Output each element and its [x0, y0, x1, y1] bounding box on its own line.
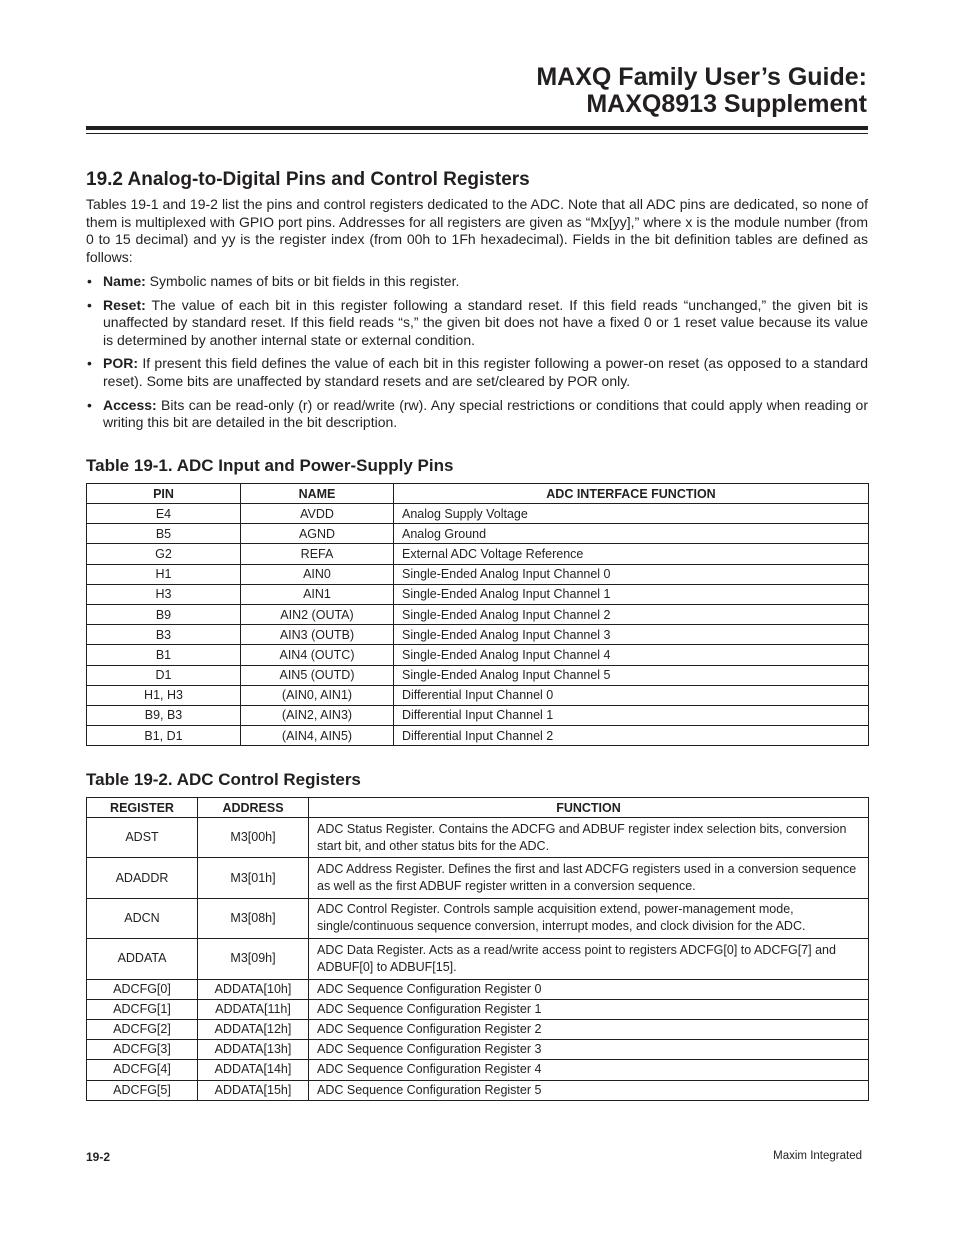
column-header-function: FUNCTION	[309, 798, 869, 818]
header-rule-thin	[86, 133, 868, 134]
bullet-text: The value of each bit in this register following a standard reset. If this field reads “unchanged,” the given bit is unaffected by standard reset. If this field reads “s,” the given bit does not have a fixed 0 or 1 reset value because its value is determined by another internal state or external condition.	[103, 296, 868, 348]
table-cell: ADDATA[12h]	[198, 1019, 309, 1039]
column-header-function: ADC INTERFACE FUNCTION	[394, 484, 869, 504]
table-row	[87, 979, 869, 999]
table-cell: ADST	[87, 818, 198, 858]
table-row	[87, 524, 869, 544]
table-cell: D1	[87, 665, 241, 685]
section-heading: 19.2 Analog-to-Digital Pins and Control Registers	[86, 169, 530, 190]
intro-paragraph: Tables 19-1 and 19-2 list the pins and control registers dedicated to the ADC. Note that all ADC pins are dedicated, so none of them is multiplexed with GPIO port pins. Addresses for all registers are given as “Mx[yy],” where x is the module number (from 0 to 15 decimal) and yy is the register index (from 00h to 1Fh hexadecimal). Fields in the bit definition tables are defined as follows:	[86, 196, 868, 265]
table-row	[87, 1060, 869, 1080]
table-header-row	[87, 484, 869, 504]
adc-pins-table	[86, 483, 869, 746]
table-row	[87, 665, 869, 685]
bullet-term: Name:	[103, 273, 146, 289]
table-row	[87, 858, 869, 898]
bullet-por	[86, 355, 868, 390]
table-row	[87, 564, 869, 584]
table-cell: AIN2 (OUTA)	[241, 604, 394, 624]
bullet-text: Bits can be read-only (r) or read/write (rw). Any special restrictions or conditions that could apply when reading or writing this bit are detailed in the bit description.	[103, 396, 868, 431]
table-cell: ADDATA	[87, 939, 198, 979]
table-cell: AIN5 (OUTD)	[241, 665, 394, 685]
table-cell: ADADDR	[87, 858, 198, 898]
table-cell: ADDATA[11h]	[198, 999, 309, 1019]
table-cell: AIN0	[241, 564, 394, 584]
table-cell: (AIN0, AIN1)	[241, 685, 394, 705]
table-cell: ADCN	[87, 898, 198, 938]
table-row	[87, 939, 869, 979]
table-cell: ADC Sequence Configuration Register 4	[309, 1060, 869, 1080]
table-cell: ADDATA[10h]	[198, 979, 309, 999]
table-cell: ADC Sequence Configuration Register 1	[309, 999, 869, 1019]
adc-registers-table	[86, 797, 869, 1101]
table-cell: H1, H3	[87, 685, 241, 705]
table-cell: M3[08h]	[198, 898, 309, 938]
bullet-name	[86, 273, 868, 291]
table-cell: REFA	[241, 544, 394, 564]
definition-list	[86, 273, 868, 438]
table-cell: ADC Status Register. Contains the ADCFG and ADBUF register index selection bits, conversion start bit, and other status bits for the ADC.	[309, 818, 869, 858]
bullet-access	[86, 397, 868, 432]
table-cell: ADC Control Register. Controls sample acquisition extend, power-management mode, single/continuous sequence conversion, interrupt modes, and clock division for the ADC.	[309, 898, 869, 938]
table-cell: (AIN4, AIN5)	[241, 726, 394, 746]
table-cell: ADC Data Register. Acts as a read/write access point to registers ADCFG[0] to ADCFG[7] and ADBUF[0] to ADBUF[15].	[309, 939, 869, 979]
table-row	[87, 685, 869, 705]
bullet-term: Access:	[103, 396, 157, 413]
table-row	[87, 584, 869, 604]
table-cell: ADCFG[5]	[87, 1080, 198, 1100]
bullet-term: Reset:	[103, 296, 146, 313]
table-cell: Single-Ended Analog Input Channel 3	[394, 625, 869, 645]
table-row	[87, 1080, 869, 1100]
table-row	[87, 818, 869, 858]
bullet-text: Symbolic names of bits or bit fields in this register.	[145, 273, 460, 289]
table-cell: AVDD	[241, 504, 394, 524]
table-cell: External ADC Voltage Reference	[394, 544, 869, 564]
column-header-name: NAME	[241, 484, 394, 504]
table-cell: M3[01h]	[198, 858, 309, 898]
table-row	[87, 1019, 869, 1039]
table-cell: AIN4 (OUTC)	[241, 645, 394, 665]
table-cell: H3	[87, 584, 241, 604]
table-row	[87, 1040, 869, 1060]
table-cell: ADC Sequence Configuration Register 2	[309, 1019, 869, 1039]
table-cell: Differential Input Channel 0	[394, 685, 869, 705]
bullet-icon: •	[87, 273, 92, 289]
document-title	[536, 64, 867, 118]
table-cell: ADDATA[14h]	[198, 1060, 309, 1080]
table-row	[87, 898, 869, 938]
table-row	[87, 625, 869, 645]
table-cell: B3	[87, 625, 241, 645]
table-cell: ADC Sequence Configuration Register 5	[309, 1080, 869, 1100]
table-row	[87, 705, 869, 725]
table-cell: ADC Address Register. Defines the first and last ADCFG registers used in a conversion sequence as well as the first ADBUF register written in a conversion sequence.	[309, 858, 869, 898]
table-cell: B1	[87, 645, 241, 665]
column-header-register: REGISTER	[87, 798, 198, 818]
bullet-term: POR:	[103, 355, 138, 372]
table-cell: M3[00h]	[198, 818, 309, 858]
table-cell: G2	[87, 544, 241, 564]
table-cell: ADCFG[2]	[87, 1019, 198, 1039]
bullet-icon: •	[87, 296, 92, 313]
table1-body	[87, 504, 869, 746]
table-cell: Single-Ended Analog Input Channel 4	[394, 645, 869, 665]
table-cell: Single-Ended Analog Input Channel 1	[394, 584, 869, 604]
table1-title: Table 19-1. ADC Input and Power-Supply Pins	[86, 456, 454, 475]
table-row	[87, 999, 869, 1019]
column-header-pin: PIN	[87, 484, 241, 504]
table-cell: ADDATA[13h]	[198, 1040, 309, 1060]
table-cell: E4	[87, 504, 241, 524]
table-cell: B9	[87, 604, 241, 624]
table-cell: Single-Ended Analog Input Channel 2	[394, 604, 869, 624]
table-row	[87, 544, 869, 564]
table-cell: (AIN2, AIN3)	[241, 705, 394, 725]
table-row	[87, 645, 869, 665]
table-cell: Single-Ended Analog Input Channel 0	[394, 564, 869, 584]
table-cell: AIN1	[241, 584, 394, 604]
bullet-text: If present this field defines the value of each bit in this register following a power-on reset (as opposed to a standard reset). Some bits are unaffected by standard resets and are set/cleared by POR only.	[103, 355, 868, 389]
table-cell: ADCFG[0]	[87, 979, 198, 999]
page-number: 19-2	[86, 1150, 111, 1164]
table-row	[87, 504, 869, 524]
table-cell: Analog Ground	[394, 524, 869, 544]
table-cell: Differential Input Channel 1	[394, 705, 869, 725]
table-cell: ADCFG[1]	[87, 999, 198, 1019]
table-row	[87, 726, 869, 746]
column-header-address: ADDRESS	[198, 798, 309, 818]
table-cell: B1, D1	[87, 726, 241, 746]
table2-body	[87, 818, 869, 1101]
table2-title: Table 19-2. ADC Control Registers	[86, 770, 361, 789]
bullet-reset	[86, 297, 868, 350]
table-cell: ADCFG[3]	[87, 1040, 198, 1060]
bullet-icon: •	[87, 355, 92, 372]
table-cell: M3[09h]	[198, 939, 309, 979]
table-cell: ADC Sequence Configuration Register 0	[309, 979, 869, 999]
table-row	[87, 604, 869, 624]
bullet-icon: •	[87, 396, 92, 413]
table-cell: B5	[87, 524, 241, 544]
table-cell: ADCFG[4]	[87, 1060, 198, 1080]
document-title-line2: MAXQ8913 Supplement	[586, 90, 867, 118]
table-cell: Analog Supply Voltage	[394, 504, 869, 524]
table-cell: H1	[87, 564, 241, 584]
table-cell: Single-Ended Analog Input Channel 5	[394, 665, 869, 685]
company-name: Maxim Integrated	[773, 1150, 862, 1162]
table-cell: ADDATA[15h]	[198, 1080, 309, 1100]
document-title-line1: MAXQ Family User’s Guide:	[536, 63, 867, 91]
header-rule-thick	[86, 126, 868, 130]
table-cell: AGND	[241, 524, 394, 544]
table-header-row	[87, 798, 869, 818]
table-cell: B9, B3	[87, 705, 241, 725]
table-cell: Differential Input Channel 2	[394, 726, 869, 746]
table-cell: ADC Sequence Configuration Register 3	[309, 1040, 869, 1060]
table-cell: AIN3 (OUTB)	[241, 625, 394, 645]
